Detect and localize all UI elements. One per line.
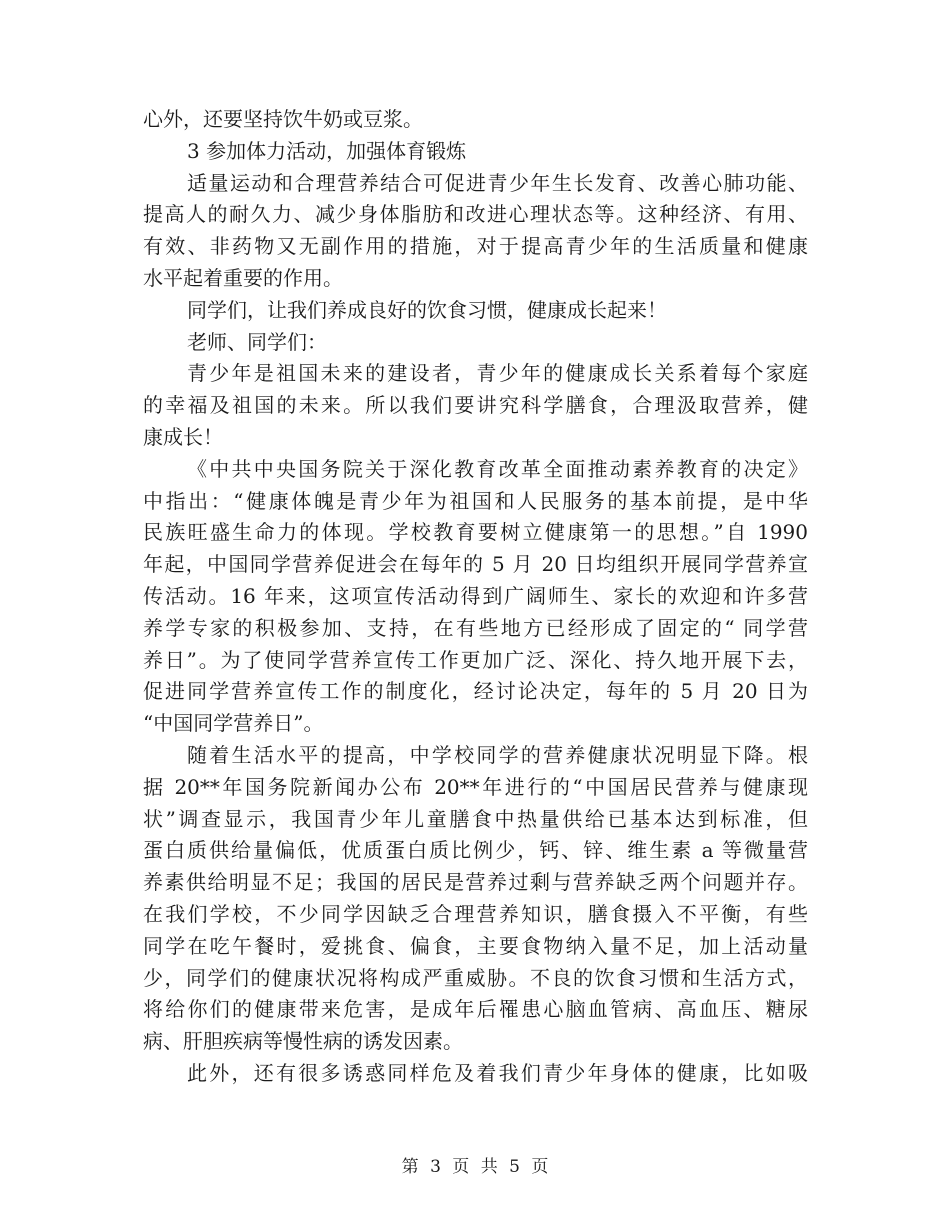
text-line: 在我们学校，不少同学因缺乏合理营养知识，膳食摄入不平衡，有些 (143, 901, 808, 926)
text-line: 中指出：“健康体魄是青少年为祖国和人民服务的基本前提，是中华 (143, 488, 808, 513)
text-line: 有效、非药物又无副作用的措施，对于提高青少年的生活质量和健康 (143, 234, 808, 259)
document-body (143, 104, 808, 1090)
text-line: 传活动。16 年来，这项宣传活动得到广阔师生、家长的欢迎和许多营 (143, 583, 808, 608)
text-line: 促进同学营养宣传工作的制度化，经讨论决定，每年的 5 月 20 日为 (143, 679, 808, 704)
text-line: 适量运动和合理营养结合可促进青少年生长发育、改善心肺功能、 (187, 170, 808, 195)
text-line: 养素供给明显不足；我国的居民是营养过剩与营养缺乏两个问题并存。 (143, 870, 808, 895)
text-line: 老师、同学们： (187, 329, 327, 354)
text-line: 将给你们的健康带来危害，是成年后罹患心脑血管病、高血压、糖尿 (143, 997, 808, 1022)
text-line: 蛋白质供给量偏低，优质蛋白质比例少，钙、锌、维生素 a 等微量营 (143, 838, 808, 863)
text-line: 3 参加体力活动，加强体育锻炼 (187, 138, 467, 163)
text-line: 状”调查显示，我国青少年儿童膳食中热量供给已基本达到标准，但 (143, 806, 808, 831)
text-line: 的幸福及祖国的未来。所以我们要讲究科学膳食，合理汲取营养，健 (143, 393, 808, 418)
text-line: 提高人的耐久力、减少身体脂肪和改进心理状态等。这种经济、有用、 (143, 202, 808, 227)
text-line: 《中共中央国务院关于深化教育改革全面推动素养教育的决定》 (187, 456, 808, 481)
text-line: 青少年是祖国未来的建设者，青少年的健康成长关系着每个家庭 (187, 361, 808, 386)
page-footer: 第 3 页 共 5 页 (401, 1157, 549, 1177)
text-line: 同学在吃午餐时，爱挑食、偏食，主要食物纳入量不足，加上活动量 (143, 933, 808, 958)
text-line: 康成长！ (143, 424, 223, 449)
text-line: 少，同学们的健康状况将构成严重威胁。不良的饮食习惯和生活方式， (143, 965, 808, 990)
text-line: 养日”。为了使同学营养宣传工作更加广泛、深化、持久地开展下去， (143, 647, 808, 672)
text-line: 同学们，让我们养成良好的饮食习惯，健康成长起来！ (187, 297, 667, 322)
text-line: 年起，中国同学营养促进会在每年的 5 月 20 日均组织开展同学营养宣 (143, 552, 808, 577)
text-line: 随着生活水平的提高，中学校同学的营养健康状况明显下降。根 (187, 742, 808, 767)
text-line: “中国同学营养日”。 (143, 711, 324, 736)
text-line: 养学专家的积极参加、支持，在有些地方已经形成了固定的“ 同学营 (143, 615, 808, 640)
text-line: 病、肝胆疾病等慢性病的诱发因素。 (143, 1029, 463, 1054)
text-line: 心外，还要坚持饮牛奶或豆浆。 (143, 107, 423, 131)
text-line: 民族旺盛生命力的体现。学校教育要树立健康第一的思想。”自 1990 (143, 520, 808, 545)
text-line: 水平起着重要的作用。 (143, 265, 343, 290)
text-line: 据 20**年国务院新闻办公布 20**年进行的“中国居民营养与健康现 (143, 774, 808, 799)
text-line: 此外，还有很多诱惑同样危及着我们青少年身体的健康，比如吸 (187, 1060, 808, 1085)
